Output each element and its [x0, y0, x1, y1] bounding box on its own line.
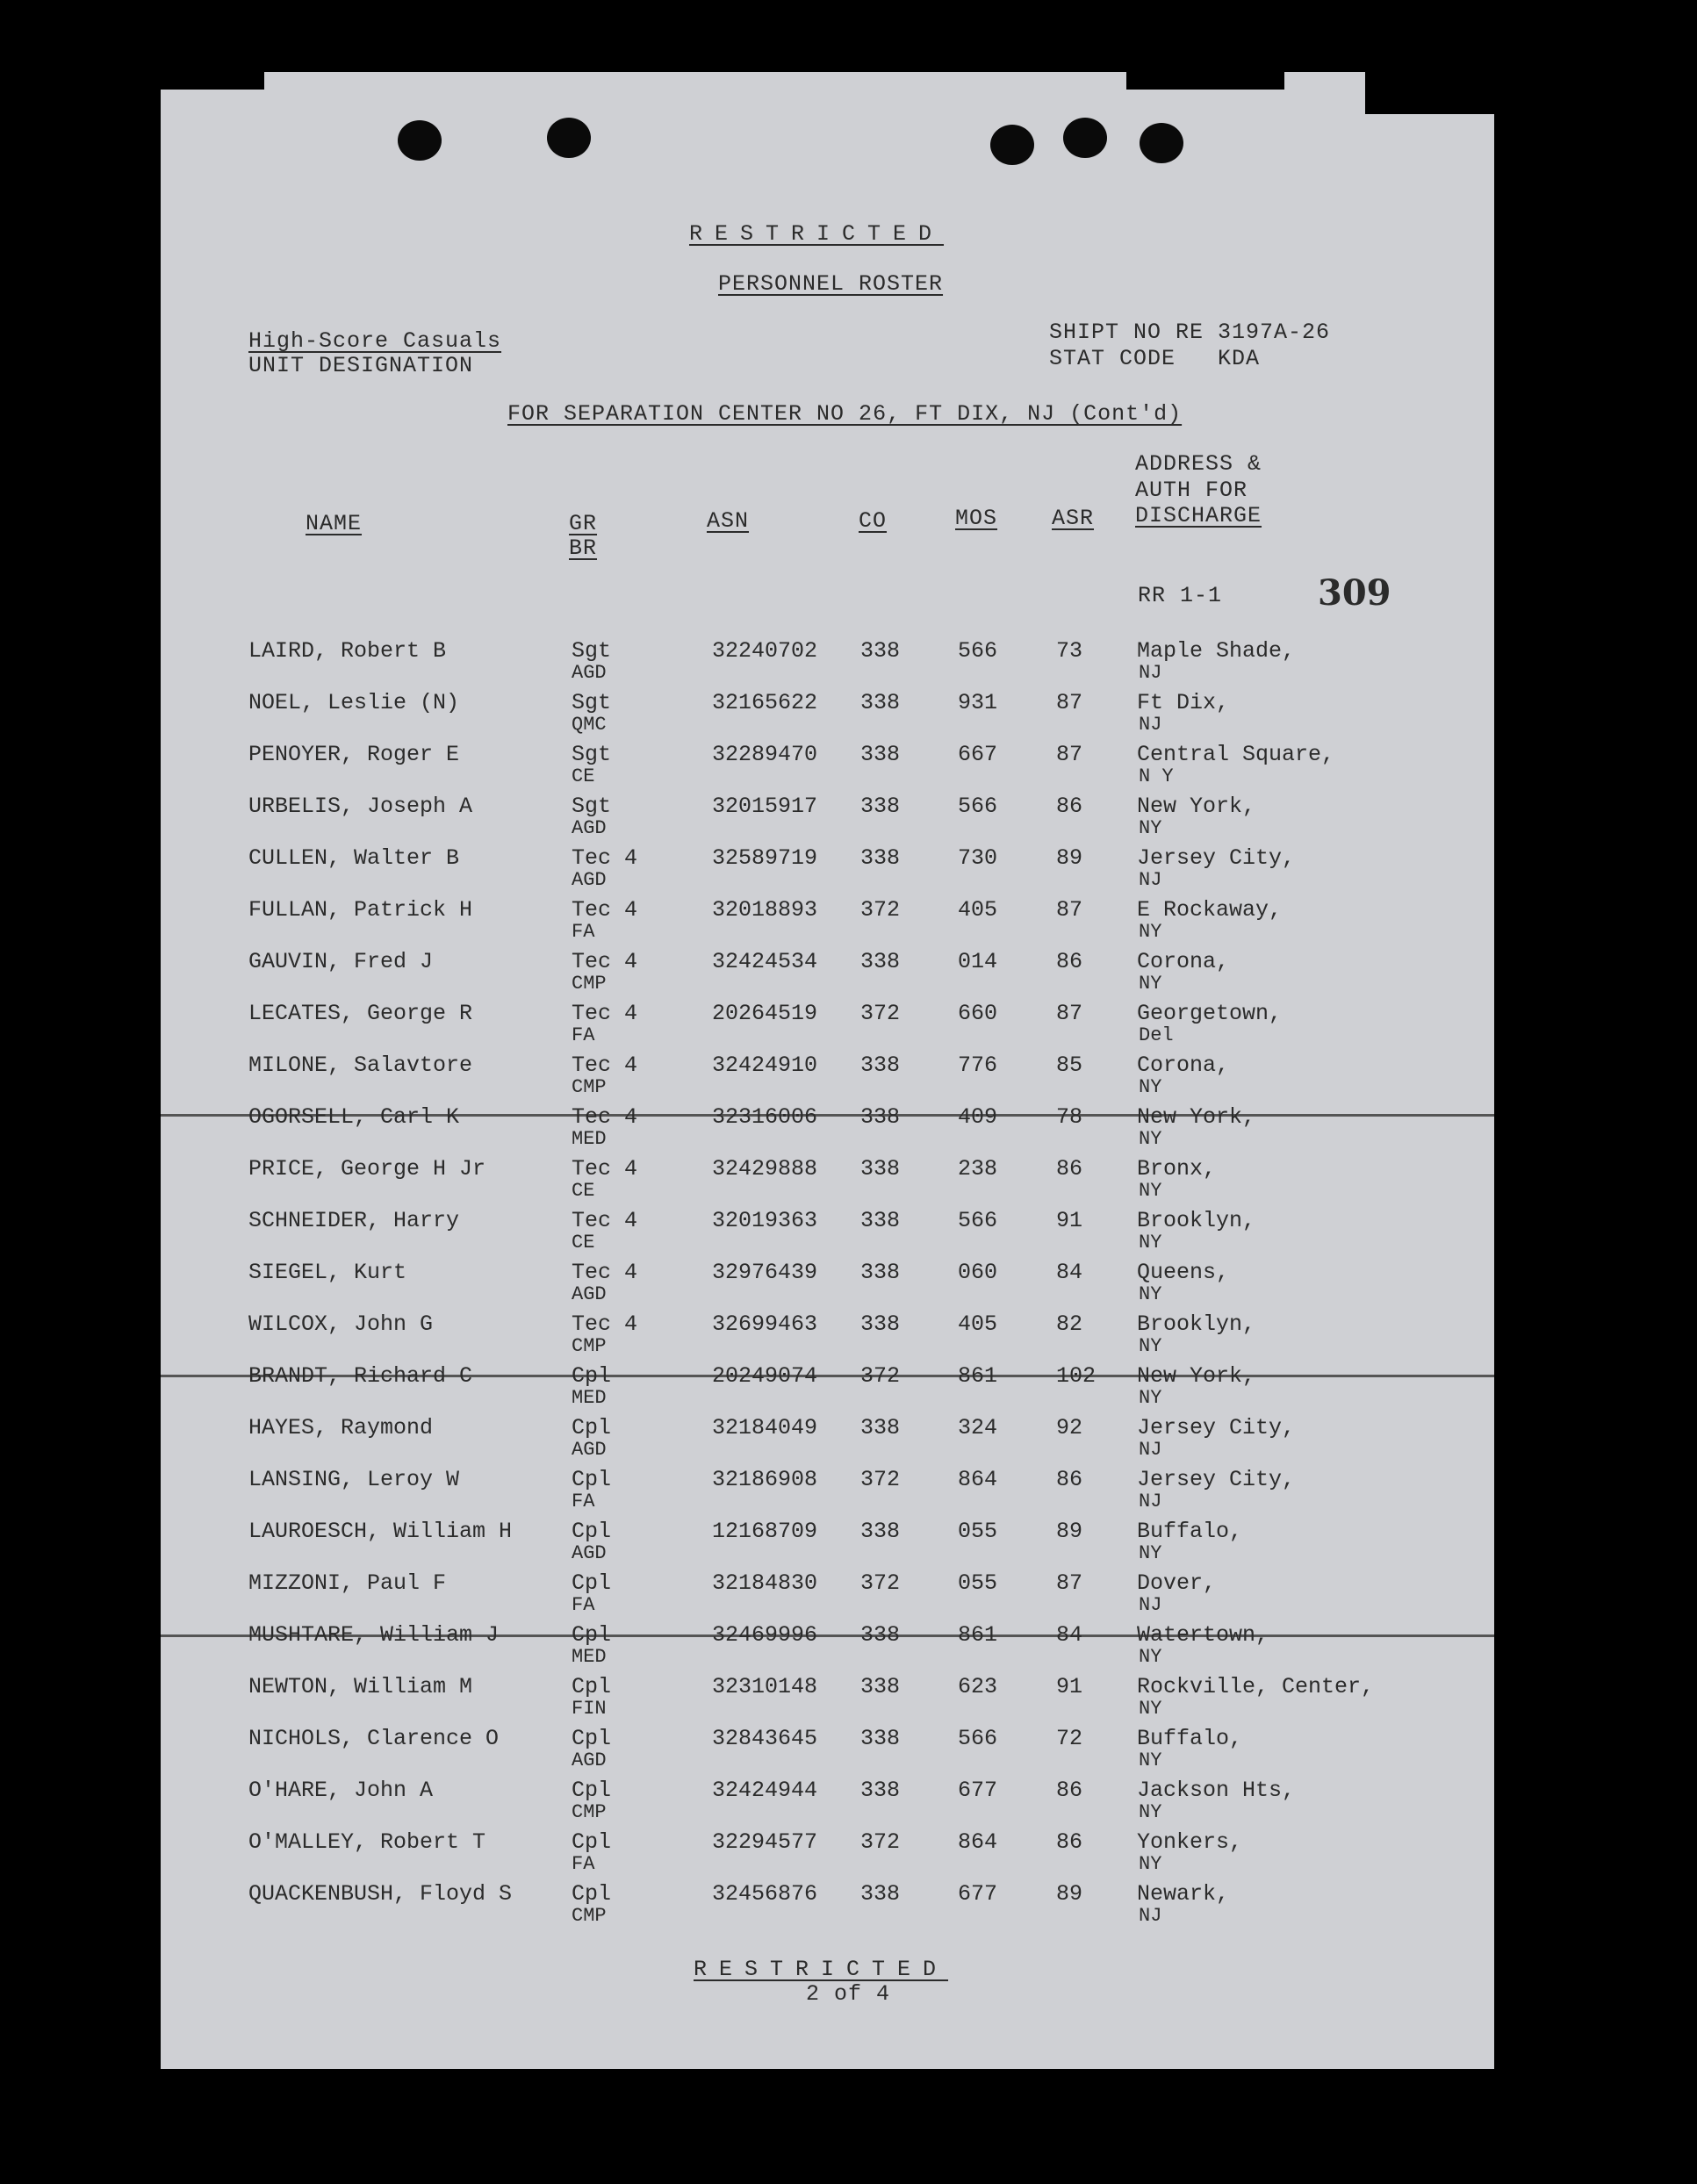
cell-co: 338: [860, 845, 901, 871]
torn-edge-mid: [1126, 70, 1284, 90]
cell-addr2: NY: [1139, 1646, 1162, 1668]
cell-asn: 32165622: [712, 690, 818, 715]
cell-asr: 86: [1056, 794, 1083, 819]
cell-asn: 32015917: [712, 794, 818, 819]
cell-asn: 20264519: [712, 1001, 818, 1026]
cell-br: FA: [572, 921, 595, 943]
col-co: CO: [859, 508, 888, 534]
cell-br: MED: [572, 1387, 607, 1409]
cell-asn: 32240702: [712, 638, 818, 664]
cell-addr2: NY: [1139, 1128, 1162, 1150]
col-asn: ASN: [707, 508, 750, 534]
cell-gr: Tec 4: [572, 1208, 638, 1233]
cell-mos: 238: [958, 1156, 998, 1182]
cell-asr: 86: [1056, 1778, 1083, 1803]
cell-mos: 324: [958, 1415, 998, 1440]
cell-br: CE: [572, 765, 595, 787]
cell-asn: 32186908: [712, 1467, 818, 1492]
cell-addr2: NY: [1139, 921, 1162, 943]
cell-co: 338: [860, 794, 901, 819]
cell-mos: 931: [958, 690, 998, 715]
cell-br: CMP: [572, 1335, 607, 1357]
cell-asn: 32429888: [712, 1156, 818, 1182]
cell-addr1: Jersey City,: [1137, 1415, 1296, 1440]
cell-br: AGD: [572, 1439, 607, 1461]
cell-gr: Tec 4: [572, 1260, 638, 1285]
cell-mos: 566: [958, 794, 998, 819]
cell-br: CE: [572, 1180, 595, 1202]
cell-asn: 32424944: [712, 1778, 818, 1803]
cell-asr: 73: [1056, 638, 1083, 664]
cell-gr: Sgt: [572, 690, 612, 715]
cell-asn: 32843645: [712, 1726, 818, 1751]
cell-addr2: N Y: [1139, 765, 1174, 787]
cell-gr: Tec 4: [572, 1156, 638, 1182]
punch-hole: [990, 125, 1034, 165]
cell-mos: 730: [958, 845, 998, 871]
cell-asn: 32316006: [712, 1104, 818, 1130]
cell-asr: 87: [1056, 742, 1083, 767]
cell-name: URBELIS, Joseph A: [248, 794, 473, 819]
cell-addr2: NY: [1139, 1283, 1162, 1305]
cell-br: AGD: [572, 1542, 607, 1564]
cell-addr1: Jersey City,: [1137, 845, 1296, 871]
cell-addr1: Queens,: [1137, 1260, 1230, 1285]
cell-asr: 91: [1056, 1674, 1083, 1699]
cell-br: CMP: [572, 973, 607, 995]
cell-name: QUACKENBUSH, Floyd S: [248, 1881, 513, 1907]
cell-co: 338: [860, 1156, 901, 1182]
cell-name: PENOYER, Roger E: [248, 742, 460, 767]
auth-code: RR 1-1: [1138, 583, 1223, 608]
cell-addr2: NJ: [1139, 1439, 1162, 1461]
cell-co: 338: [860, 1726, 901, 1751]
cell-asn: 32310148: [712, 1674, 818, 1699]
cell-name: NEWTON, William M: [248, 1674, 473, 1699]
cell-asr: 87: [1056, 1001, 1083, 1026]
cell-addr2: NY: [1139, 1698, 1162, 1720]
col-name: NAME: [306, 511, 363, 536]
cell-br: AGD: [572, 662, 607, 684]
cell-addr2: NY: [1139, 973, 1162, 995]
cell-addr1: New York,: [1137, 1363, 1256, 1389]
cell-gr: Sgt: [572, 794, 612, 819]
cell-name: SIEGEL, Kurt: [248, 1260, 407, 1285]
cell-gr: Cpl: [572, 1467, 612, 1492]
cell-co: 372: [860, 1467, 901, 1492]
cell-asn: 12168709: [712, 1519, 818, 1544]
cell-addr1: Brooklyn,: [1137, 1311, 1256, 1337]
cell-br: CMP: [572, 1076, 607, 1098]
cell-co: 338: [860, 1622, 901, 1648]
cell-mos: 861: [958, 1363, 998, 1389]
cell-name: LAUROESCH, William H: [248, 1519, 513, 1544]
roster-title: PERSONNEL ROSTER: [718, 271, 944, 297]
cell-asr: 102: [1056, 1363, 1097, 1389]
cell-asn: 32018893: [712, 897, 818, 923]
cell-addr2: NY: [1139, 1076, 1162, 1098]
cell-addr2: Del: [1139, 1024, 1174, 1046]
cell-addr1: Bronx,: [1137, 1156, 1217, 1182]
cell-gr: Cpl: [572, 1570, 612, 1596]
cell-name: SCHNEIDER, Harry: [248, 1208, 460, 1233]
unit-name: High-Score Casuals: [248, 328, 502, 354]
cell-co: 338: [860, 1052, 901, 1078]
cell-mos: 776: [958, 1052, 998, 1078]
cell-mos: 861: [958, 1622, 998, 1648]
cell-co: 338: [860, 1415, 901, 1440]
cell-addr2: NJ: [1139, 1491, 1162, 1512]
cell-br: MED: [572, 1128, 607, 1150]
cell-asn: 32019363: [712, 1208, 818, 1233]
cell-addr2: NY: [1139, 1180, 1162, 1202]
cell-asn: 20249074: [712, 1363, 818, 1389]
cell-addr1: Rockville, Center,: [1137, 1674, 1375, 1699]
cell-name: O'HARE, John A: [248, 1778, 434, 1803]
cell-co: 338: [860, 1674, 901, 1699]
cell-addr2: NJ: [1139, 1594, 1162, 1616]
cell-mos: 409: [958, 1104, 998, 1130]
cell-asn: 32469996: [712, 1622, 818, 1648]
cell-asn: 32424910: [712, 1052, 818, 1078]
cell-br: AGD: [572, 1283, 607, 1305]
cell-co: 338: [860, 1260, 901, 1285]
cell-co: 372: [860, 897, 901, 923]
cell-addr2: NJ: [1139, 869, 1162, 891]
cell-addr2: NY: [1139, 1749, 1162, 1771]
cell-mos: 677: [958, 1881, 998, 1907]
cell-gr: Cpl: [572, 1415, 612, 1440]
cell-gr: Cpl: [572, 1778, 612, 1803]
cell-br: FA: [572, 1853, 595, 1875]
cell-asn: 32184830: [712, 1570, 818, 1596]
cell-addr1: New York,: [1137, 794, 1256, 819]
cell-asr: 86: [1056, 1156, 1083, 1182]
cell-mos: 864: [958, 1829, 998, 1855]
cell-name: MILONE, Salavtore: [248, 1052, 473, 1078]
cell-name: O'MALLEY, Robert T: [248, 1829, 486, 1855]
cell-mos: 014: [958, 949, 998, 974]
cell-asn: 32294577: [712, 1829, 818, 1855]
cell-addr2: NJ: [1139, 1905, 1162, 1927]
cell-gr: Tec 4: [572, 897, 638, 923]
cell-asr: 87: [1056, 897, 1083, 923]
cell-name: MUSHTARE, William J: [248, 1622, 500, 1648]
cell-co: 338: [860, 690, 901, 715]
cell-asr: 89: [1056, 845, 1083, 871]
punch-hole: [547, 118, 591, 158]
cell-addr1: Georgetown,: [1137, 1001, 1283, 1026]
cell-addr2: NY: [1139, 1232, 1162, 1254]
cell-name: NICHOLS, Clarence O: [248, 1726, 500, 1751]
cell-asn: 32699463: [712, 1311, 818, 1337]
cell-asr: 86: [1056, 949, 1083, 974]
col-address-3: DISCHARGE: [1135, 503, 1262, 528]
cell-asr: 86: [1056, 1829, 1083, 1855]
cell-name: BRANDT, Richard C: [248, 1363, 473, 1389]
col-address-1: ADDRESS &: [1135, 451, 1262, 477]
cell-co: 338: [860, 1311, 901, 1337]
cell-mos: 566: [958, 1726, 998, 1751]
cell-br: CE: [572, 1232, 595, 1254]
cell-mos: 864: [958, 1467, 998, 1492]
cell-gr: Sgt: [572, 638, 612, 664]
cell-asr: 91: [1056, 1208, 1083, 1233]
torn-edge-right: [1365, 70, 1497, 114]
cell-name: MIZZONI, Paul F: [248, 1570, 447, 1596]
cell-addr2: NY: [1139, 817, 1162, 839]
restricted-footer: RESTRICTED: [694, 1957, 949, 1982]
col-br: BR: [569, 535, 598, 561]
unit-designation-label: UNIT DESIGNATION: [248, 353, 474, 378]
cell-mos: 623: [958, 1674, 998, 1699]
cell-name: GAUVIN, Fred J: [248, 949, 434, 974]
cell-br: FA: [572, 1491, 595, 1512]
cell-name: OGORSELL, Carl K: [248, 1104, 460, 1130]
cell-asr: 89: [1056, 1519, 1083, 1544]
cell-co: 338: [860, 742, 901, 767]
cell-br: AGD: [572, 817, 607, 839]
roster-page: [161, 72, 1494, 2069]
shipment-number: SHIPT NO RE 3197A-26: [1049, 320, 1331, 345]
cell-addr1: Central Square,: [1137, 742, 1335, 767]
cell-gr: Cpl: [572, 1674, 612, 1699]
cell-gr: Cpl: [572, 1881, 612, 1907]
cell-addr1: New York,: [1137, 1104, 1256, 1130]
page-of: 2 of 4: [806, 1981, 891, 2007]
cell-co: 372: [860, 1570, 901, 1596]
cell-co: 338: [860, 1778, 901, 1803]
cell-addr2: NY: [1139, 1542, 1162, 1564]
cell-asr: 87: [1056, 1570, 1083, 1596]
cell-br: CMP: [572, 1801, 607, 1823]
restricted-heading: RESTRICTED: [689, 221, 945, 247]
cell-addr1: E Rockaway,: [1137, 897, 1283, 923]
cell-name: LAIRD, Robert B: [248, 638, 447, 664]
cell-co: 338: [860, 638, 901, 664]
cell-gr: Tec 4: [572, 1001, 638, 1026]
cell-addr1: Yonkers,: [1137, 1829, 1243, 1855]
cell-name: NOEL, Leslie (N): [248, 690, 460, 715]
cell-mos: 660: [958, 1001, 998, 1026]
cell-br: CMP: [572, 1905, 607, 1927]
cell-asr: 72: [1056, 1726, 1083, 1751]
cell-addr1: Brooklyn,: [1137, 1208, 1256, 1233]
cell-addr1: Buffalo,: [1137, 1519, 1243, 1544]
cell-addr2: NY: [1139, 1387, 1162, 1409]
cell-asr: 84: [1056, 1260, 1083, 1285]
cell-addr1: Jersey City,: [1137, 1467, 1296, 1492]
cell-asr: 78: [1056, 1104, 1083, 1130]
cell-co: 372: [860, 1001, 901, 1026]
cell-co: 372: [860, 1363, 901, 1389]
cell-co: 338: [860, 949, 901, 974]
cell-gr: Tec 4: [572, 845, 638, 871]
cell-gr: Cpl: [572, 1622, 612, 1648]
cell-mos: 667: [958, 742, 998, 767]
col-asr: ASR: [1052, 506, 1095, 531]
cell-br: AGD: [572, 869, 607, 891]
cell-addr2: NY: [1139, 1853, 1162, 1875]
cell-addr1: Newark,: [1137, 1881, 1230, 1907]
cell-gr: Tec 4: [572, 949, 638, 974]
cell-name: HAYES, Raymond: [248, 1415, 434, 1440]
cell-asn: 32289470: [712, 742, 818, 767]
cell-asr: 84: [1056, 1622, 1083, 1648]
cell-asr: 89: [1056, 1881, 1083, 1907]
cell-br: QMC: [572, 714, 607, 736]
cell-mos: 566: [958, 1208, 998, 1233]
cell-asr: 85: [1056, 1052, 1083, 1078]
cell-asr: 82: [1056, 1311, 1083, 1337]
cell-addr1: Maple Shade,: [1137, 638, 1296, 664]
cell-asn: 32184049: [712, 1415, 818, 1440]
cell-name: FULLAN, Patrick H: [248, 897, 473, 923]
cell-name: LECATES, George R: [248, 1001, 473, 1026]
cell-mos: 677: [958, 1778, 998, 1803]
cell-br: FA: [572, 1594, 595, 1616]
cell-mos: 060: [958, 1260, 998, 1285]
col-mos: MOS: [955, 506, 998, 531]
cell-addr1: Corona,: [1137, 1052, 1230, 1078]
cell-gr: Cpl: [572, 1829, 612, 1855]
cell-co: 338: [860, 1104, 901, 1130]
cell-addr2: NJ: [1139, 714, 1162, 736]
cell-asn: 32456876: [712, 1881, 818, 1907]
cell-asn: 32589719: [712, 845, 818, 871]
cell-gr: Tec 4: [572, 1104, 638, 1130]
cell-addr2: NY: [1139, 1335, 1162, 1357]
cell-gr: Tec 4: [572, 1052, 638, 1078]
cell-asr: 92: [1056, 1415, 1083, 1440]
cell-addr1: Watertown,: [1137, 1622, 1269, 1648]
cell-mos: 405: [958, 1311, 998, 1337]
punch-hole: [398, 120, 442, 161]
cell-asn: 32976439: [712, 1260, 818, 1285]
cell-br: MED: [572, 1646, 607, 1668]
cell-co: 372: [860, 1829, 901, 1855]
cell-addr1: Ft Dix,: [1137, 690, 1230, 715]
punch-hole: [1063, 118, 1107, 158]
cell-mos: 566: [958, 638, 998, 664]
cell-addr2: NY: [1139, 1801, 1162, 1823]
cell-gr: Sgt: [572, 742, 612, 767]
cell-asr: 86: [1056, 1467, 1083, 1492]
separation-center: FOR SEPARATION CENTER NO 26, FT DIX, NJ (Cont'd): [507, 401, 1183, 427]
cell-co: 338: [860, 1881, 901, 1907]
cell-mos: 405: [958, 897, 998, 923]
cell-mos: 055: [958, 1570, 998, 1596]
cell-br: AGD: [572, 1749, 607, 1771]
cell-gr: Cpl: [572, 1726, 612, 1751]
cell-asr: 87: [1056, 690, 1083, 715]
cell-gr: Cpl: [572, 1363, 612, 1389]
cell-addr1: Dover,: [1137, 1570, 1217, 1596]
cell-addr1: Corona,: [1137, 949, 1230, 974]
cell-addr1: Buffalo,: [1137, 1726, 1243, 1751]
cell-br: FA: [572, 1024, 595, 1046]
cell-asn: 32424534: [712, 949, 818, 974]
cell-addr1: Jackson Hts,: [1137, 1778, 1296, 1803]
col-address-2: AUTH FOR: [1135, 478, 1248, 503]
page-number-stamp: 309: [1318, 572, 1391, 614]
cell-name: PRICE, George H Jr: [248, 1156, 486, 1182]
punch-hole: [1140, 123, 1183, 163]
cell-name: CULLEN, Walter B: [248, 845, 460, 871]
cell-br: FIN: [572, 1698, 607, 1720]
cell-name: WILCOX, John G: [248, 1311, 434, 1337]
cell-co: 338: [860, 1519, 901, 1544]
cell-gr: Cpl: [572, 1519, 612, 1544]
stat-code: STAT CODE KDA: [1049, 346, 1261, 371]
cell-co: 338: [860, 1208, 901, 1233]
cell-gr: Tec 4: [572, 1311, 638, 1337]
cell-mos: 055: [958, 1519, 998, 1544]
cell-addr2: NJ: [1139, 662, 1162, 684]
torn-edge-left: [159, 70, 264, 90]
cell-name: LANSING, Leroy W: [248, 1467, 460, 1492]
col-gr: GR: [569, 511, 598, 536]
